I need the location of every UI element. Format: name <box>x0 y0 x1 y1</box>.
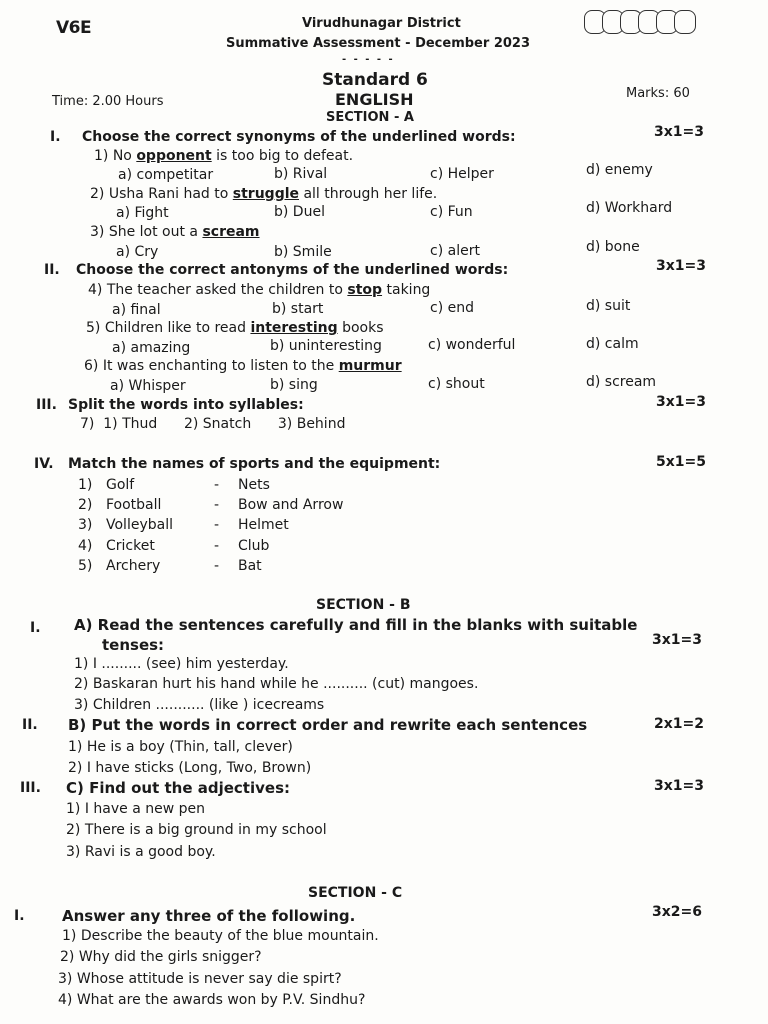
c1-number: I. <box>14 908 25 924</box>
option-b: b) Rival <box>274 166 328 182</box>
section-b-title: SECTION - B <box>316 597 411 613</box>
b1-title-line1: A) Read the sentences carefully and fill in the blanks with suitable <box>74 616 638 634</box>
register-box <box>674 10 696 34</box>
b2-item: 1) He is a boy (Thin, tall, clever) <box>68 739 293 755</box>
c1-item: 3) Whose attitude is never say die spirt? <box>58 971 342 987</box>
b2-title: B) Put the words in correct order and rewrite each sentences <box>68 716 588 734</box>
option-a: a) final <box>112 302 161 318</box>
q-text: all through her life. <box>299 186 438 202</box>
option-d: d) calm <box>586 336 639 352</box>
b3-title: C) Find out the adjectives: <box>66 779 290 797</box>
question-3 <box>90 224 260 240</box>
q-text: 6) It was enchanting to listen to the <box>84 358 339 374</box>
underlined-word: murmur <box>338 358 402 374</box>
q-text: books <box>337 320 384 336</box>
b1-marks: 3x1=3 <box>652 632 702 648</box>
b1-title-line2: tenses: <box>102 636 165 654</box>
underlined-word: opponent <box>136 148 212 164</box>
match-dash: - <box>214 538 220 554</box>
q4-number: IV. <box>34 456 54 472</box>
register-number-boxes <box>588 10 696 34</box>
match-row <box>78 538 92 554</box>
match-row <box>78 497 92 513</box>
q2-marks: 3x1=3 <box>656 258 706 274</box>
c1-title: Answer any three of the following. <box>62 907 356 925</box>
match-num: 5) <box>78 558 93 574</box>
option-b: b) start <box>272 301 324 317</box>
q1-marks: 3x1=3 <box>654 124 704 140</box>
marks-label: Marks: 60 <box>626 86 690 101</box>
option-c: c) alert <box>430 243 480 259</box>
underlined-word: struggle <box>232 186 300 202</box>
q4-marks: 5x1=5 <box>656 454 706 470</box>
match-sport: Cricket <box>106 538 155 554</box>
match-row <box>78 477 92 493</box>
b2-item: 2) I have sticks (Long, Two, Brown) <box>68 760 312 776</box>
q-text: taking <box>382 282 431 298</box>
option-b: b) uninteresting <box>270 338 382 354</box>
match-num: 4) <box>78 538 93 554</box>
match-dash: - <box>214 517 220 533</box>
match-equipment: Bow and Arrow <box>238 497 344 513</box>
question-7: 7) 1) Thud 2) Snatch 3) Behind <box>80 416 346 432</box>
match-equipment: Bat <box>238 558 262 574</box>
option-b: b) sing <box>270 377 318 393</box>
option-c: c) shout <box>428 376 485 392</box>
q1-title: Choose the correct synonyms of the underlined words: <box>82 129 516 145</box>
match-num: 3) <box>78 517 93 533</box>
match-sport: Archery <box>106 558 161 574</box>
match-equipment: Club <box>238 538 270 554</box>
q-text: 1) No <box>94 148 137 164</box>
match-equipment: Nets <box>238 477 270 493</box>
q3-marks: 3x1=3 <box>656 394 706 410</box>
option-c: c) wonderful <box>428 337 516 353</box>
q2-title: Choose the correct antonyms of the underlined words: <box>76 262 509 278</box>
question-5 <box>86 320 384 336</box>
match-dash: - <box>214 558 220 574</box>
question-2 <box>90 186 437 202</box>
time-label: Time: 2.00 Hours <box>52 94 164 109</box>
b2-marks: 2x1=2 <box>654 716 704 732</box>
underlined-word: scream <box>202 224 260 240</box>
match-num: 2) <box>78 497 93 513</box>
b3-item: 2) There is a big ground in my school <box>66 822 327 838</box>
b1-number: I. <box>30 620 41 636</box>
subject-title: ENGLISH <box>335 90 414 109</box>
match-dash: - <box>214 497 220 513</box>
underlined-word: interesting <box>250 320 338 336</box>
q-text: 3) She lot out a <box>90 224 203 240</box>
option-d: d) scream <box>586 374 657 390</box>
match-sport: Volleyball <box>106 517 173 533</box>
option-a: a) competitar <box>118 167 214 183</box>
option-b: b) Duel <box>274 204 325 220</box>
q-text: 2) Usha Rani had to <box>90 186 233 202</box>
b1-item: 1) I ......... (see) him yesterday. <box>74 656 289 672</box>
c1-item: 2) Why did the girls snigger? <box>60 949 262 965</box>
q-text: is too big to defeat. <box>211 148 354 164</box>
b3-item: 1) I have a new pen <box>66 801 205 817</box>
q3-number: III. <box>36 397 57 413</box>
q4-title: Match the names of sports and the equipment: <box>68 456 441 472</box>
option-a: a) Cry <box>116 244 159 260</box>
option-c: c) Helper <box>430 166 494 182</box>
match-num: 1) <box>78 477 93 493</box>
b3-number: III. <box>20 780 41 796</box>
b1-item: 3) Children ........... (like ) icecreams <box>74 697 325 713</box>
q-text: 5) Children like to read <box>86 320 251 336</box>
assessment-title: Summative Assessment - December 2023 <box>226 36 530 51</box>
question-1 <box>94 148 353 164</box>
option-d: d) suit <box>586 298 631 314</box>
option-c: c) Fun <box>430 204 473 220</box>
q1-number: I. <box>50 129 61 145</box>
b3-item: 3) Ravi is a good boy. <box>66 844 216 860</box>
question-6 <box>84 358 402 374</box>
c1-item: 4) What are the awards won by P.V. Sindhu? <box>58 992 366 1008</box>
c1-item: 1) Describe the beauty of the blue mountain. <box>62 928 379 944</box>
match-row <box>78 517 92 533</box>
option-d: d) enemy <box>586 162 653 178</box>
section-c-title: SECTION - C <box>308 885 403 901</box>
q-text: 4) The teacher asked the children to <box>88 282 348 298</box>
question-4 <box>88 282 430 298</box>
option-a: a) amazing <box>112 340 191 356</box>
b2-number: II. <box>22 717 38 733</box>
match-dash: - <box>214 477 220 493</box>
district-title: Virudhunagar District <box>302 16 461 31</box>
standard-title: Standard 6 <box>322 70 428 90</box>
option-a: a) Fight <box>116 205 169 221</box>
c1-marks: 3x2=6 <box>652 904 702 920</box>
option-c: c) end <box>430 300 474 316</box>
q3-title: Split the words into syllables: <box>68 397 304 413</box>
match-sport: Football <box>106 497 162 513</box>
option-d: d) bone <box>586 239 640 255</box>
underlined-word: stop <box>347 282 383 298</box>
match-sport: Golf <box>106 477 135 493</box>
b3-marks: 3x1=3 <box>654 778 704 794</box>
option-b: b) Smile <box>274 244 332 260</box>
option-a: a) Whisper <box>110 378 186 394</box>
q2-number: II. <box>44 262 60 278</box>
paper-code: V6E <box>56 18 92 38</box>
match-equipment: Helmet <box>238 517 289 533</box>
match-row <box>78 558 92 574</box>
option-d: d) Workhard <box>586 200 673 216</box>
title-divider: - - - - - <box>342 54 395 65</box>
b1-item: 2) Baskaran hurt his hand while he .......... (cut) mangoes. <box>74 676 479 692</box>
section-a-title: SECTION - A <box>326 110 414 125</box>
